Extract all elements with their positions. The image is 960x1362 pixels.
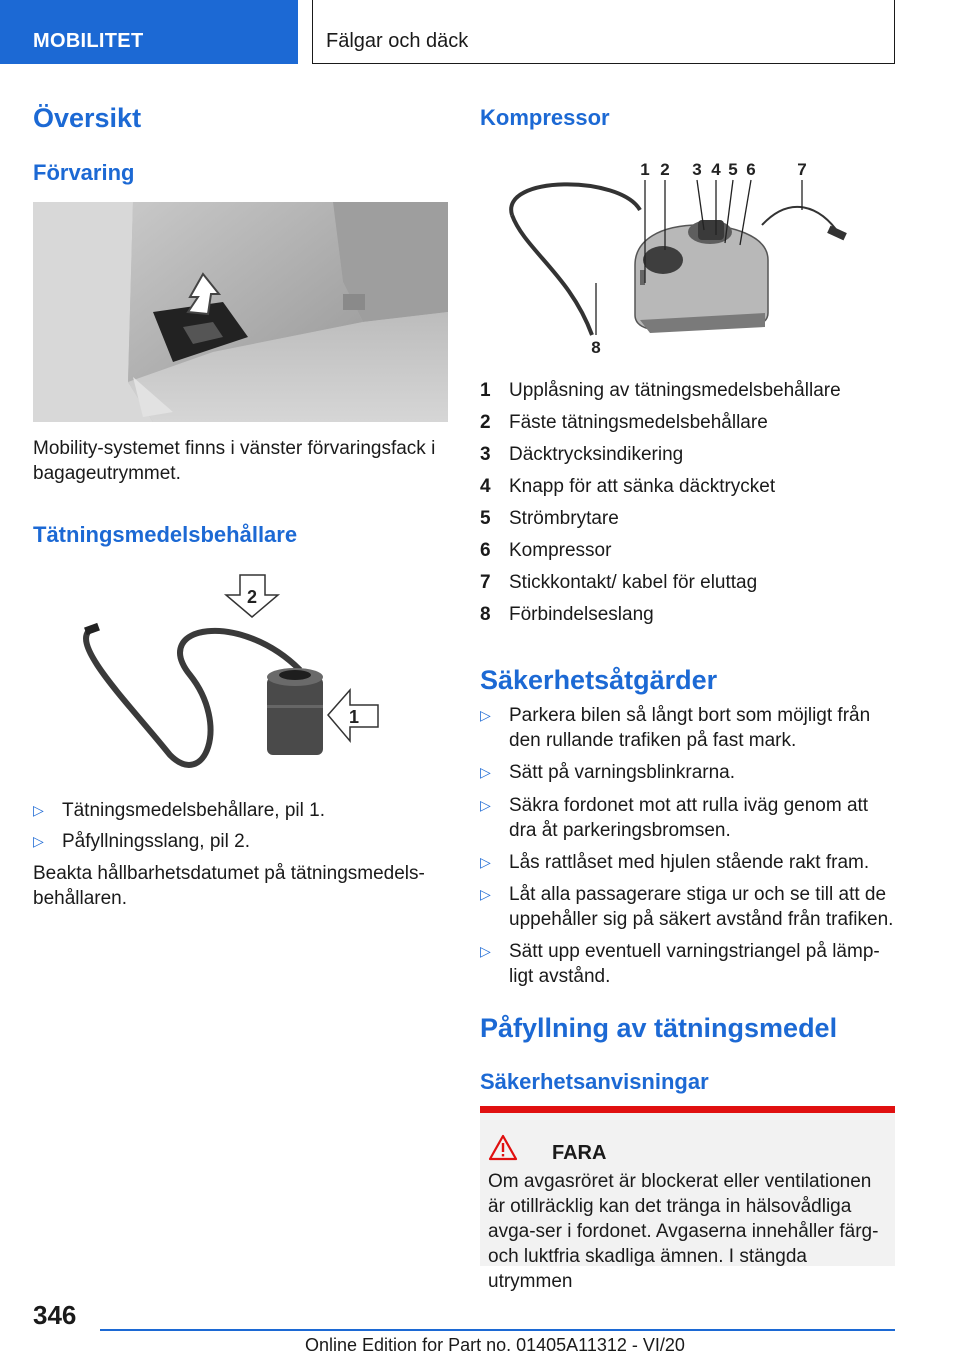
warning-text: Om avgasröret är blockerat eller ventilationen är otillräcklig kan det tränga in hälsovådliga avga-ser i fordonet. Avgaserna innehåller färg- och luktfria skadliga ämnen. I stängda utrymmen: [488, 1171, 879, 1292]
fill-heading: Påfyllning av tätningsmedel: [480, 1013, 838, 1043]
safety-bullet: ▷ Parkera bilen så långt bort som möjligt från den rullande trafiken på fast mark.: [480, 705, 871, 751]
list-item: 2 Fäste tätningsmedelsbehållare: [480, 412, 768, 433]
bullet-triangle-icon: ▷: [33, 833, 44, 849]
parts-list: [480, 380, 895, 636]
bullet-triangle-icon: ▷: [480, 764, 491, 780]
storage-text: Mobility-systemet finns i vänster förvaringsfack i bagageutrymmet.: [33, 438, 436, 484]
bullet-triangle-icon: ▷: [33, 802, 44, 818]
instructions-heading: Säkerhetsanvisningar: [480, 1069, 709, 1094]
safety-bullet: ▷ Säkra fordonet mot att rulla iväg genom att dra åt parkeringsbromsen.: [480, 795, 869, 841]
sealant-bottle-illustration: [60, 565, 400, 780]
list-item: 3 Däcktrycksindikering: [480, 444, 684, 465]
bullet-triangle-icon: ▷: [480, 797, 491, 813]
safety-bullet: ▷ Låt alla passagerare stiga ur och se till att de uppehåller sig på säkert avstånd från trafiken.: [480, 884, 894, 930]
sealant-heading: Tätningsmedelsbehållare: [33, 522, 298, 547]
page-number: 346: [33, 1300, 77, 1330]
compressor-heading: Kompressor: [480, 105, 610, 130]
warning-triangle-icon: [488, 1133, 518, 1163]
safety-bullet: ▷ Sätt på varningsblinkrarna.: [480, 762, 736, 783]
list-item: 8 Förbindelseslang: [480, 604, 654, 625]
sealant-label-2: 2: [246, 587, 258, 607]
safety-bullet: ▷ Sätt upp eventuell varningstriangel på lämp-ligt avstånd.: [480, 941, 880, 987]
diagram-label: 7: [797, 160, 807, 179]
trunk-storage-photo: [33, 202, 448, 422]
diagram-label: 2: [660, 160, 670, 179]
compressor-diagram: [500, 155, 860, 355]
header-section-label: MOBILITET: [33, 30, 144, 52]
diagram-label: 4: [711, 160, 721, 179]
danger-warning-box: [480, 1106, 895, 1292]
page-title: Översikt: [33, 103, 142, 133]
storage-heading: Förvaring: [33, 160, 135, 185]
diagram-label: 1: [640, 160, 650, 179]
footer-edition: Online Edition for Part no. 01405A11312 - VI/20: [305, 1335, 685, 1355]
header-chapter-box: [312, 0, 895, 64]
bullet-triangle-icon: ▷: [480, 943, 491, 959]
header-chapter-label: Fälgar och däck: [326, 30, 469, 52]
sealant-label-1: 1: [348, 707, 360, 727]
list-item: 1 Upplåsning av tätningsmedelsbehållare: [480, 380, 841, 401]
bullet-triangle-icon: ▷: [480, 886, 491, 902]
footer-divider: [100, 1329, 895, 1331]
diagram-label: 8: [591, 338, 601, 357]
list-item: 6 Kompressor: [480, 540, 612, 561]
sealant-bullet: ▷ Påfyllningsslang, pil 2.: [33, 831, 250, 852]
diagram-label: 5: [728, 160, 738, 179]
diagram-label: 3: [692, 160, 702, 179]
bullet-triangle-icon: ▷: [480, 707, 491, 723]
safety-heading: Säkerhetsåtgärder: [480, 665, 718, 695]
sealant-bullet: ▷ Tätningsmedelsbehållare, pil 1.: [33, 800, 325, 821]
sealant-note: Beakta hållbarhetsdatumet på tätningsmedels-behållaren.: [33, 863, 425, 909]
list-item: 4 Knapp för att sänka däcktrycket: [480, 476, 776, 497]
header-section-tab: [0, 0, 298, 64]
list-item: 5 Strömbrytare: [480, 508, 619, 529]
list-item: 7 Stickkontakt/ kabel för eluttag: [480, 572, 758, 593]
diagram-label: 6: [746, 160, 756, 179]
safety-bullet: ▷ Lås rattlåset med hjulen stående rakt fram.: [480, 852, 870, 873]
warning-title: FARA: [552, 1142, 607, 1164]
bullet-triangle-icon: ▷: [480, 854, 491, 870]
